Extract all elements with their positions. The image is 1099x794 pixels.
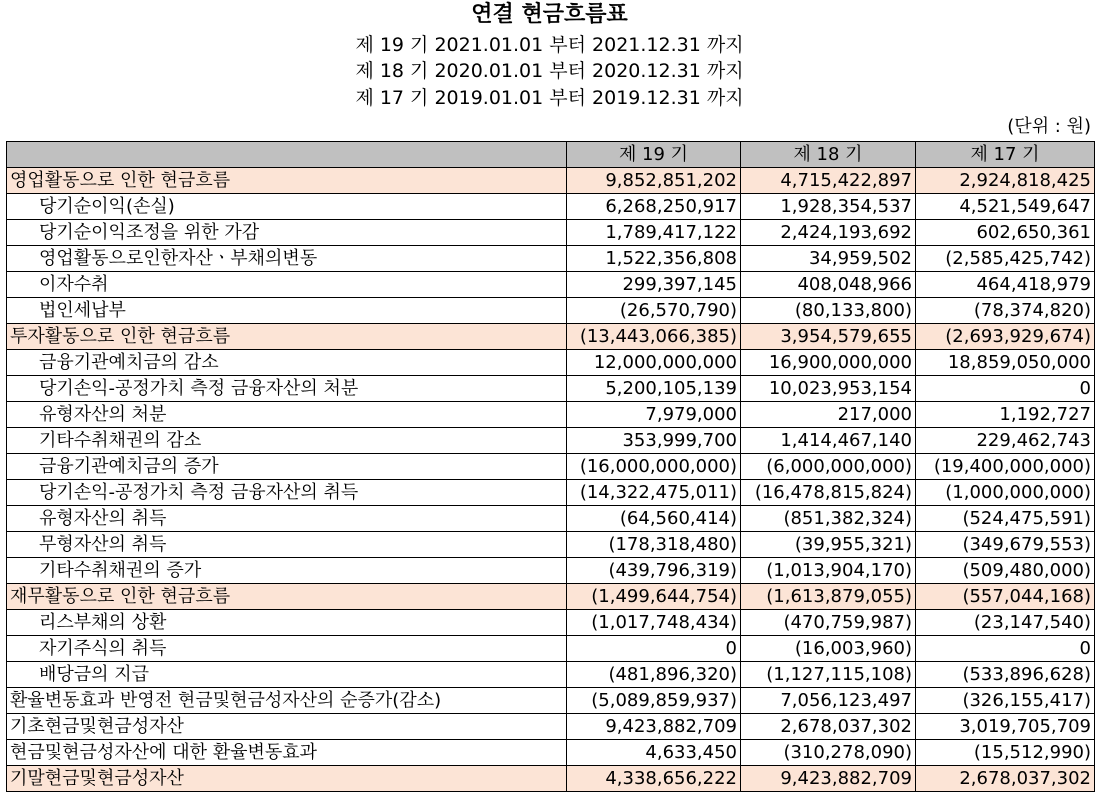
table-row	[7, 220, 1095, 246]
row-value-17: (2,585,425,742)	[916, 246, 1095, 272]
row-value-18: 2,678,037,302	[741, 714, 916, 740]
table-row	[7, 376, 1095, 402]
row-value-18: (851,382,324)	[741, 506, 916, 532]
row-value-18: 1,414,467,140	[741, 428, 916, 454]
row-value-17: (326,155,417)	[916, 688, 1095, 714]
row-value-17: 4,521,549,647	[916, 194, 1095, 220]
row-value-18: 16,900,000,000	[741, 350, 916, 376]
row-value-18: (39,955,321)	[741, 532, 916, 558]
row-value-18: (1,127,115,108)	[741, 662, 916, 688]
row-value-19: (14,322,475,011)	[567, 480, 741, 506]
row-value-19: (26,570,790)	[567, 298, 741, 324]
row-label: 현금및현금성자산에 대한 환율변동효과	[7, 740, 567, 766]
row-value-19: 4,338,656,222	[567, 766, 741, 792]
row-value-17: (19,400,000,000)	[916, 454, 1095, 480]
row-label: 당기순이익조정을 위한 가감	[7, 220, 567, 246]
row-value-17: 1,192,727	[916, 402, 1095, 428]
header-period-17: 제 17 기	[916, 142, 1095, 168]
row-value-19: (16,000,000,000)	[567, 454, 741, 480]
row-value-18: 7,056,123,497	[741, 688, 916, 714]
table-row-total	[7, 168, 1095, 194]
table-row	[7, 402, 1095, 428]
row-value-19: (439,796,319)	[567, 558, 741, 584]
statement-title: 연결 현금흐름표	[471, 2, 628, 27]
row-value-19: 299,397,145	[567, 272, 741, 298]
row-value-18: 34,959,502	[741, 246, 916, 272]
row-value-18: 2,424,193,692	[741, 220, 916, 246]
table-row	[7, 350, 1095, 376]
row-label: 기타수취채권의 증가	[7, 558, 567, 584]
row-value-18: 1,928,354,537	[741, 194, 916, 220]
row-label: 유형자산의 취득	[7, 506, 567, 532]
table-row	[7, 298, 1095, 324]
row-label: 투자활동으로 인한 현금흐름	[7, 324, 567, 350]
row-value-19: 7,979,000	[567, 402, 741, 428]
table-row	[7, 740, 1095, 766]
row-value-19: 353,999,700	[567, 428, 741, 454]
row-label: 재무활동으로 인한 현금흐름	[7, 584, 567, 610]
row-value-18: (1,013,904,170)	[741, 558, 916, 584]
table-row	[7, 558, 1095, 584]
row-value-19: 1,789,417,122	[567, 220, 741, 246]
row-value-17: (1,000,000,000)	[916, 480, 1095, 506]
row-value-18: 3,954,579,655	[741, 324, 916, 350]
row-value-18: (310,278,090)	[741, 740, 916, 766]
row-value-17: 2,678,037,302	[916, 766, 1095, 792]
row-value-17: (557,044,168)	[916, 584, 1095, 610]
header-period-18: 제 18 기	[741, 142, 916, 168]
row-value-18: (16,478,815,824)	[741, 480, 916, 506]
row-value-18: 4,715,422,897	[741, 168, 916, 194]
table-row	[7, 194, 1095, 220]
row-value-17: 229,462,743	[916, 428, 1095, 454]
row-value-17: 0	[916, 636, 1095, 662]
row-label: 기초현금및현금성자산	[7, 714, 567, 740]
table-row	[7, 246, 1095, 272]
row-value-19: 0	[567, 636, 741, 662]
row-value-17: 3,019,705,709	[916, 714, 1095, 740]
row-value-18: 9,423,882,709	[741, 766, 916, 792]
row-value-17: (15,512,990)	[916, 740, 1095, 766]
row-value-17: (2,693,929,674)	[916, 324, 1095, 350]
row-value-17: (509,480,000)	[916, 558, 1095, 584]
row-value-18: 408,048,966	[741, 272, 916, 298]
row-value-19: 6,268,250,917	[567, 194, 741, 220]
row-value-18: (16,003,960)	[741, 636, 916, 662]
row-value-18: (80,133,800)	[741, 298, 916, 324]
row-label: 금융기관예치금의 증가	[7, 454, 567, 480]
row-value-17: (23,147,540)	[916, 610, 1095, 636]
table-row	[7, 610, 1095, 636]
row-value-17: 2,924,818,425	[916, 168, 1095, 194]
row-value-19: (1,499,644,754)	[567, 584, 741, 610]
row-label: 금융기관예치금의 감소	[7, 350, 567, 376]
table-row	[7, 662, 1095, 688]
row-label: 영업활동으로인한자산ㆍ부채의변동	[7, 246, 567, 272]
row-value-18: 10,023,953,154	[741, 376, 916, 402]
row-value-17: 602,650,361	[916, 220, 1095, 246]
table-row	[7, 714, 1095, 740]
row-value-17: 0	[916, 376, 1095, 402]
row-label: 당기손익-공정가치 측정 금융자산의 처분	[7, 376, 567, 402]
row-value-19: 12,000,000,000	[567, 350, 741, 376]
row-value-18: 217,000	[741, 402, 916, 428]
row-label: 기말현금및현금성자산	[7, 766, 567, 792]
row-value-18: (470,759,987)	[741, 610, 916, 636]
period-19: 제 19 기 2021.01.01 부터 2021.12.31 까지	[355, 34, 744, 56]
row-label: 당기순이익(손실)	[7, 194, 567, 220]
table-row-total	[7, 324, 1095, 350]
row-value-19: 1,522,356,808	[567, 246, 741, 272]
row-value-19: 9,852,851,202	[567, 168, 741, 194]
row-label: 기타수취채권의 감소	[7, 428, 567, 454]
row-value-17: (78,374,820)	[916, 298, 1095, 324]
row-value-17: (533,896,628)	[916, 662, 1095, 688]
row-label: 무형자산의 취득	[7, 532, 567, 558]
table-row-total	[7, 584, 1095, 610]
header-label	[7, 142, 567, 168]
table-row	[7, 532, 1095, 558]
row-value-19: 5,200,105,139	[567, 376, 741, 402]
row-value-17: 18,859,050,000	[916, 350, 1095, 376]
row-label: 이자수취	[7, 272, 567, 298]
row-value-18: (6,000,000,000)	[741, 454, 916, 480]
row-value-17: (524,475,591)	[916, 506, 1095, 532]
table-row	[7, 636, 1095, 662]
row-label: 자기주식의 취득	[7, 636, 567, 662]
row-value-19: 4,633,450	[567, 740, 741, 766]
row-label: 법인세납부	[7, 298, 567, 324]
row-label: 배당금의 지급	[7, 662, 567, 688]
period-18: 제 18 기 2020.01.01 부터 2020.12.31 까지	[355, 60, 744, 82]
row-value-17: 464,418,979	[916, 272, 1095, 298]
row-label: 영업활동으로 인한 현금흐름	[7, 168, 567, 194]
row-value-19: (13,443,066,385)	[567, 324, 741, 350]
row-label: 유형자산의 처분	[7, 402, 567, 428]
row-value-17: (349,679,553)	[916, 532, 1095, 558]
row-label: 환율변동효과 반영전 현금및현금성자산의 순증가(감소)	[7, 688, 567, 714]
table-row	[7, 272, 1095, 298]
row-value-19: (64,560,414)	[567, 506, 741, 532]
row-value-19: (178,318,480)	[567, 532, 741, 558]
table-row	[7, 428, 1095, 454]
header-period-19: 제 19 기	[567, 142, 741, 168]
table-row	[7, 688, 1095, 714]
period-17: 제 17 기 2019.01.01 부터 2019.12.31 까지	[355, 87, 744, 109]
row-label: 당기손익-공정가치 측정 금융자산의 취득	[7, 480, 567, 506]
table-row-total	[7, 766, 1095, 792]
row-value-19: 9,423,882,709	[567, 714, 741, 740]
table-row	[7, 454, 1095, 480]
row-value-19: (481,896,320)	[567, 662, 741, 688]
row-value-18: (1,613,879,055)	[741, 584, 916, 610]
row-value-19: (1,017,748,434)	[567, 610, 741, 636]
table-header-row	[7, 142, 1095, 168]
table-row	[7, 506, 1095, 532]
table-row	[7, 480, 1095, 506]
row-value-19: (5,089,859,937)	[567, 688, 741, 714]
cash-flow-table	[6, 141, 1095, 792]
row-label: 리스부채의 상환	[7, 610, 567, 636]
unit-label: (단위 : 원)	[1007, 116, 1091, 137]
